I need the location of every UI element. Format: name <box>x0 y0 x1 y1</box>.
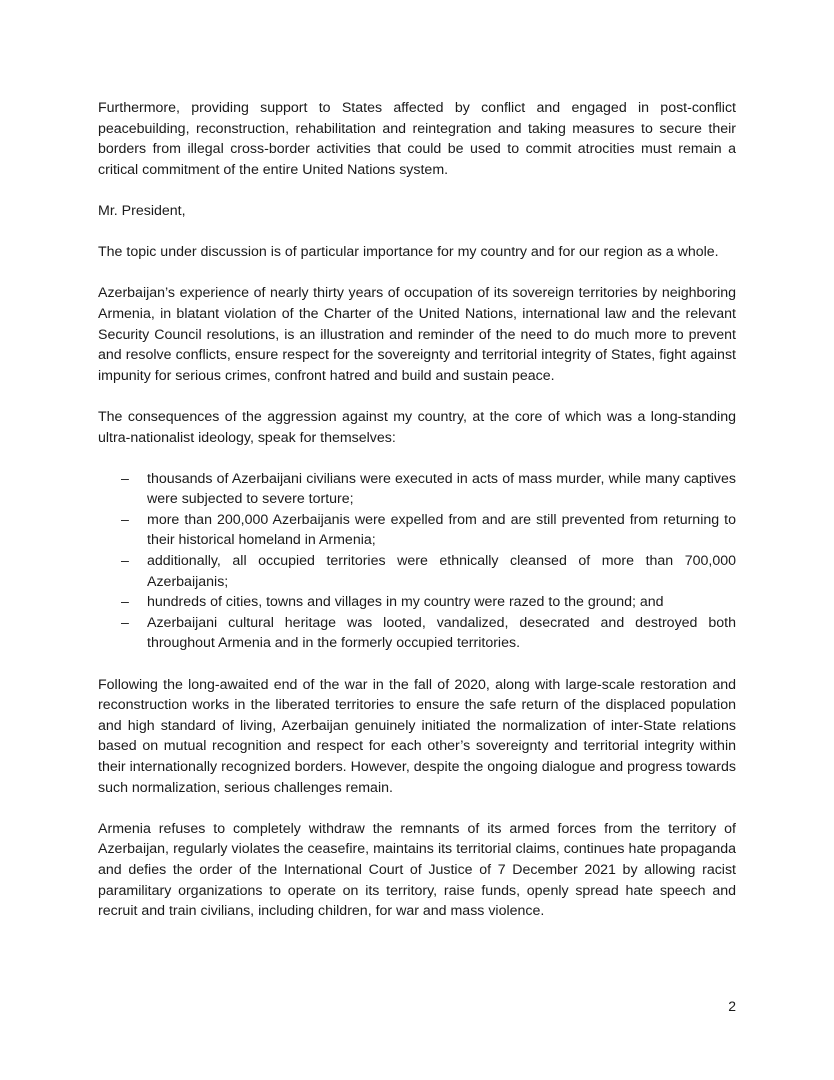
list-item <box>98 551 736 592</box>
paragraph-normalization: Following the long-awaited end of the war in the fall of 2020, along with large-scale restoration and reconstruction works in the liberated territories to ensure the safe return of the displaced population and high standard of living, Azerbaijan genuinely initiated the normalization of inter-State relations based on mutual recognition and respect for each other’s sovereignty and territorial integrity within their internationally recognized borders. However, despite the ongoing dialogue and progress towards such normalization, serious challenges remain. <box>98 676 736 796</box>
dash-bullet-icon: – <box>121 553 129 570</box>
paragraph-consequences-intro: The consequences of the aggression against my country, at the core of which was a long-standing ultra-nationalist ideology, speak for themselves: <box>98 408 736 446</box>
list-item <box>98 469 736 510</box>
paragraph-support-post-conflict: Furthermore, providing support to States affected by conflict and engaged in post-conflict peacebuilding, reconstruction, rehabilitation and reintegration and taking measures to secure their borders from illegal cross-border activities that could be used to commit atrocities must remain a critical commitment of the entire United Nations system. <box>98 100 736 178</box>
list-item <box>98 592 736 613</box>
paragraph-topic-importance: The topic under discussion is of particular importance for my country and for our region as a whole. <box>98 244 719 261</box>
dash-bullet-icon: – <box>121 594 129 611</box>
list-item-text: Azerbaijani cultural heritage was looted, vandalized, desecrated and destroyed both throughout Armenia and in the formerly occupied territories. <box>147 614 736 652</box>
salutation: Mr. President, <box>98 202 186 219</box>
list-item-text: additionally, all occupied territories were ethnically cleansed of more than 700,000 Azerbaijanis; <box>147 553 736 590</box>
list-item-text: hundreds of cities, towns and villages in my country were razed to the ground; and <box>147 594 664 611</box>
dash-bullet-icon: – <box>121 470 129 487</box>
dash-bullet-icon: – <box>121 614 129 631</box>
list-item-text: thousands of Azerbaijani civilians were executed in acts of mass murder, while many captives were subjected to severe torture; <box>147 470 736 508</box>
consequences-list <box>98 469 736 654</box>
paragraph-occupation-experience: Azerbaijan’s experience of nearly thirty years of occupation of its sovereign territories by neighboring Armenia, in blatant violation of the Charter of the United Nations, international law and the relevant Security Council resolutions, is an illustration and reminder of the need to do much more to prevent and resolve conflicts, ensure respect for the sovereignty and territorial integrity of States, fight against impunity for serious crimes, confront hatred and build and sustain peace. <box>98 285 736 384</box>
paragraph-armenia-violations: Armenia refuses to completely withdraw the remnants of its armed forces from the territory of Azerbaijan, regularly violates the ceasefire, maintains its territorial claims, continues hate propaganda and defies the order of the International Court of Justice of 7 December 2021 by allowing racist paramilitary organizations to operate on its territory, raise funds, openly spread hate speech and recruit and train civilians, including children, for war and mass violence. <box>98 820 736 920</box>
list-item-text: more than 200,000 Azerbaijanis were expelled from and are still prevented from returning to their historical homeland in Armenia; <box>147 511 736 549</box>
list-item <box>98 510 736 551</box>
dash-bullet-icon: – <box>121 511 129 528</box>
document-body <box>98 98 736 942</box>
page-number: 2 <box>728 998 736 1014</box>
list-item <box>98 613 736 654</box>
